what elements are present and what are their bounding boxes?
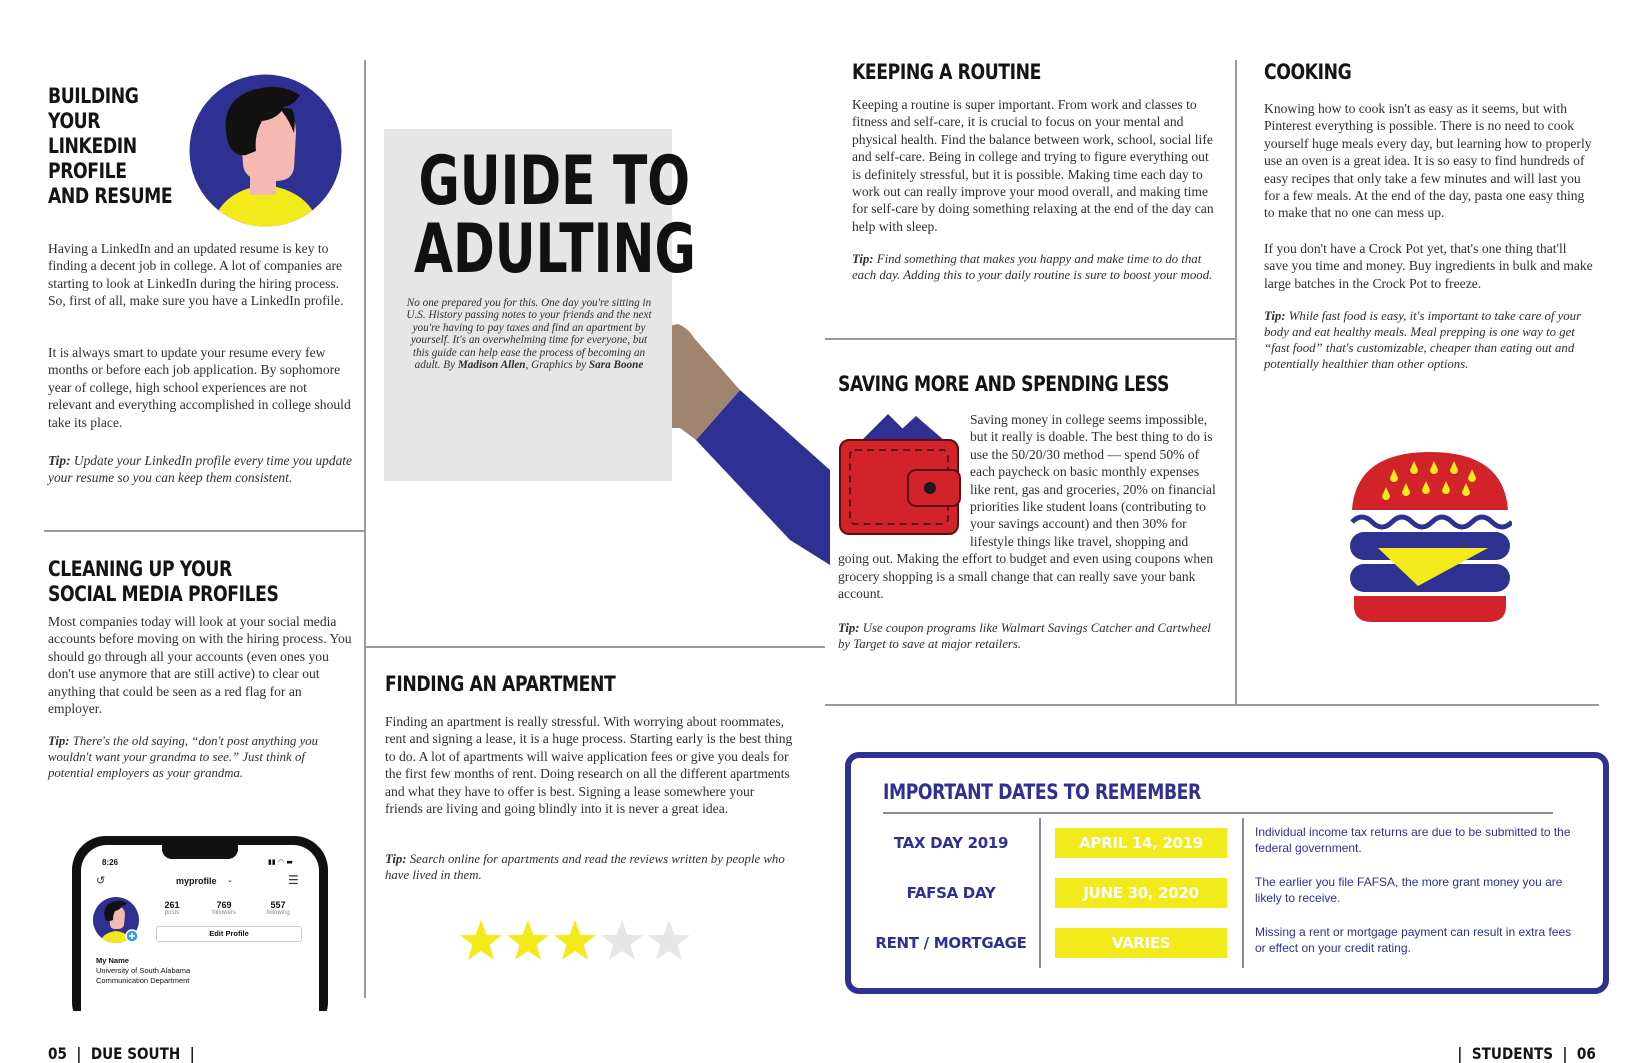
apartment-tip [385, 851, 785, 883]
wallet-spacer [838, 411, 970, 535]
profile-username[interactable]: myprofile [176, 876, 217, 886]
apartment-paragraph: Finding an apartment is really stressful. With worrying about roommates, rent and signing a lease, it is a huge process. Starting early is the best thing to do. A lot of apartments will waive application fees or give you deals for the first few months of rent. Doing research on all the different apartments and what they have to offer is best. Signing a lease somewhere your friends are living and going blindly into it is never a great idea. [385, 714, 793, 817]
graphics-name: Sara Boone [588, 359, 644, 372]
apartment-title: FINDING AN APARTMENT [385, 672, 616, 696]
linkedin-title-line: LINKEDIN [48, 134, 137, 158]
phone-time: 8:26 [102, 858, 119, 867]
dates-title: IMPORTANT DATES TO REMEMBER [883, 780, 1201, 804]
social-media-tip [48, 733, 352, 781]
byline-prefix: By [443, 359, 458, 372]
divider-col1 [364, 60, 366, 998]
date-description: Individual income tax returns are due to be submitted to the federal government. [1255, 825, 1571, 855]
stat-following[interactable] [256, 900, 300, 916]
tip-text: Find something that makes you happy and make time to do that each day. Adding this to your daily routine is sure to boost your mood. [852, 252, 1213, 282]
social-title-line: CLEANING UP YOUR [48, 557, 232, 581]
star-filled-icon [507, 920, 549, 960]
routine-paragraph: Keeping a routine is super important. From work and classes to fitness and self-care, it is crucial to focus on your mental and physical health. Find the balance between work, school, social life and self-care. Being in college and trying to figure everything out is definitely stressful, but it is possible. Making time each day to work out can really improve your mood overall, and making time for self-care by doing something relaxing at the end of the day can help with sleep. [852, 97, 1214, 234]
profile-name: My Name [96, 956, 129, 965]
date-label: TAX DAY 2019 [893, 834, 1009, 852]
profile-avatar[interactable] [92, 896, 140, 944]
footer-left: 05 | DUE SOUTH | [48, 1044, 195, 1063]
tip-text: Search online for apartments and read the reviews written by people who have lived in them. [385, 852, 785, 882]
guide-title-line-1: GUIDE TO [418, 142, 691, 221]
linkedin-tip [48, 452, 356, 486]
date-description: The earlier you file FAFSA, the more grant money you are likely to receive. [1255, 875, 1563, 905]
linkedin-paragraph-1: Having a LinkedIn and an updated resume is key to finding a decent job in college. A lot of companies are starting to look at LinkedIn during the hiring process. So, first of all, make sure you have a LinkedIn profile. [48, 241, 344, 309]
following-label: following [266, 910, 290, 916]
tip-label: Tip: [48, 734, 70, 748]
saving-text: Saving money in college seems impossible, but it really is doable. The best thing to do is use the 50/20/30 method — spend 50% of each paycheck on basic monthly expenses like rent, gas and groceries, 20% on financial priorities like student loans (contributing to your savings account) and then 30% for lifestyle things like travel, shopping and going out. Making the effort to budget and even using coupons when grocery shopping is a small change that can really save your bank account. [838, 412, 1216, 602]
date-description: Missing a rent or mortgage payment can result in extra fees or effect on your credit rating. [1255, 925, 1572, 955]
tip-text: There's the old saying, “don't post anything you wouldn't want your grandma to see.” Just think of potential employers as your grandma. [48, 734, 319, 780]
social-title-line: SOCIAL MEDIA PROFILES [48, 582, 279, 606]
burger-illustration [1348, 448, 1512, 624]
date-value: VARIES [1055, 928, 1227, 958]
divider-col3 [1235, 60, 1237, 704]
followers-label: followers [212, 910, 236, 916]
star-empty-icon [648, 920, 690, 960]
star-empty-icon [601, 920, 643, 960]
guide-title [414, 142, 696, 289]
signal-icon: ▮▮ ◠ ▬ [268, 858, 293, 866]
date-label: FAFSA DAY [906, 884, 996, 902]
linkedin-title [48, 84, 172, 209]
menu-icon[interactable]: ☰ [288, 873, 299, 887]
edit-profile-button[interactable]: Edit Profile [156, 926, 302, 942]
divider-mid-horizontal [365, 646, 825, 648]
dates-divider-left [1039, 818, 1041, 968]
tip-label: Tip: [838, 621, 860, 635]
cooking-title: COOKING [1264, 60, 1352, 84]
linkedin-title-line: PROFILE [48, 159, 127, 183]
saving-paragraph [838, 411, 1216, 602]
star-filled-icon [460, 920, 502, 960]
cooking-paragraph-2: If you don't have a Crock Pot yet, that's one thing that'll save you time and money. Buy ingredients in bulk and make large batches in the Crock Pot to freeze. [1264, 241, 1593, 291]
posts-label: posts [164, 910, 180, 916]
divider-routine-saving [825, 338, 1235, 340]
stat-posts[interactable] [152, 900, 192, 916]
tip-text: While fast food is easy, it's important to take care of your body and eat healthy meals. Meal prepping is one way to get “fast food” that's customizable, cheaper than eating out and potentially healthier than other options. [1264, 309, 1582, 371]
profile-bio-line: University of South Alabama [96, 966, 191, 975]
divider-col1-horizontal [44, 530, 364, 532]
social-media-title [48, 557, 279, 607]
tip-text: Use coupon programs like Walmart Savings Catcher and Cartwheel by Target to save at major retailers. [838, 621, 1211, 651]
footer-right: | STUDENTS | 06 [1457, 1044, 1596, 1063]
tip-label: Tip: [385, 852, 407, 866]
star-rating [458, 918, 698, 964]
social-media-paragraph: Most companies today will look at your social media accounts before moving on with the hiring process. You should go through all your accounts (even ones you don't use anymore that are still active) to clear out anything that could be seen as a red flag for an employer. [48, 614, 352, 717]
cooking-paragraph-1: Knowing how to cook isn't as easy as it seems, but with Pinterest everything is possible. There is no need to cook yourself huge meals every day, but learning how to properly use an oven is a great idea. It is so easy to find hundreds of easy recipes that only take a few minutes and will last you for a few meals. At the end of the day, pasta one easy thing to make that no one can mess up. [1264, 101, 1592, 221]
byline-mid: , Graphics by [525, 359, 589, 372]
tip-label: Tip: [852, 252, 874, 266]
linkedin-title-line: BUILDING [48, 84, 139, 108]
linkedin-title-line: YOUR [48, 109, 101, 133]
person-avatar-illustration [188, 73, 343, 228]
dates-title-rule [883, 812, 1553, 814]
saving-tip [838, 620, 1218, 652]
cooking-tip [1264, 308, 1594, 372]
chevron-down-icon[interactable]: ⌄ [227, 876, 233, 884]
stat-followers[interactable] [202, 900, 246, 916]
dates-divider-right [1242, 818, 1244, 968]
linkedin-paragraph-2: It is always smart to update your resume every few months or before each job application. By sophomore year of college, high school experiences are not relevant and everything accomplished in college should take its place. [48, 345, 351, 430]
tip-label: Tip: [1264, 309, 1286, 323]
divider-top-dates [825, 704, 1599, 706]
date-value: APRIL 14, 2019 [1055, 828, 1227, 858]
posts-count: 261 [164, 900, 180, 910]
author-name: Madison Allen [457, 359, 526, 372]
guide-intro-text: No one prepared you for this. One day you're sitting in U.S. History passing notes to your friends and the next you're having to pay taxes and find an apartment by yourself. It's an overwhelming time for everyone, but this guide can help ease the process of becoming an adult. [406, 297, 652, 372]
profile-bio-line: Communication Department [96, 976, 190, 985]
phone-notch [162, 845, 238, 859]
following-count: 557 [270, 900, 286, 910]
star-filled-icon [554, 920, 596, 960]
routine-title: KEEPING A ROUTINE [852, 60, 1042, 84]
saving-title: SAVING MORE AND SPENDING LESS [838, 372, 1169, 396]
followers-count: 769 [216, 900, 232, 910]
date-label: RENT / MORTGAGE [875, 934, 1027, 952]
phone-mockup [72, 836, 328, 1011]
guide-intro [404, 297, 654, 371]
history-icon[interactable]: ↺ [96, 874, 106, 887]
important-dates-box [845, 752, 1609, 994]
linkedin-title-line: AND RESUME [48, 184, 173, 208]
guide-title-line-2: ADULTING [414, 210, 696, 289]
tip-text: Update your LinkedIn profile every time you update your resume so you can keep them consistent. [48, 453, 352, 485]
date-value: JUNE 30, 2020 [1055, 878, 1227, 908]
routine-tip [852, 251, 1222, 283]
tip-label: Tip: [48, 453, 71, 468]
